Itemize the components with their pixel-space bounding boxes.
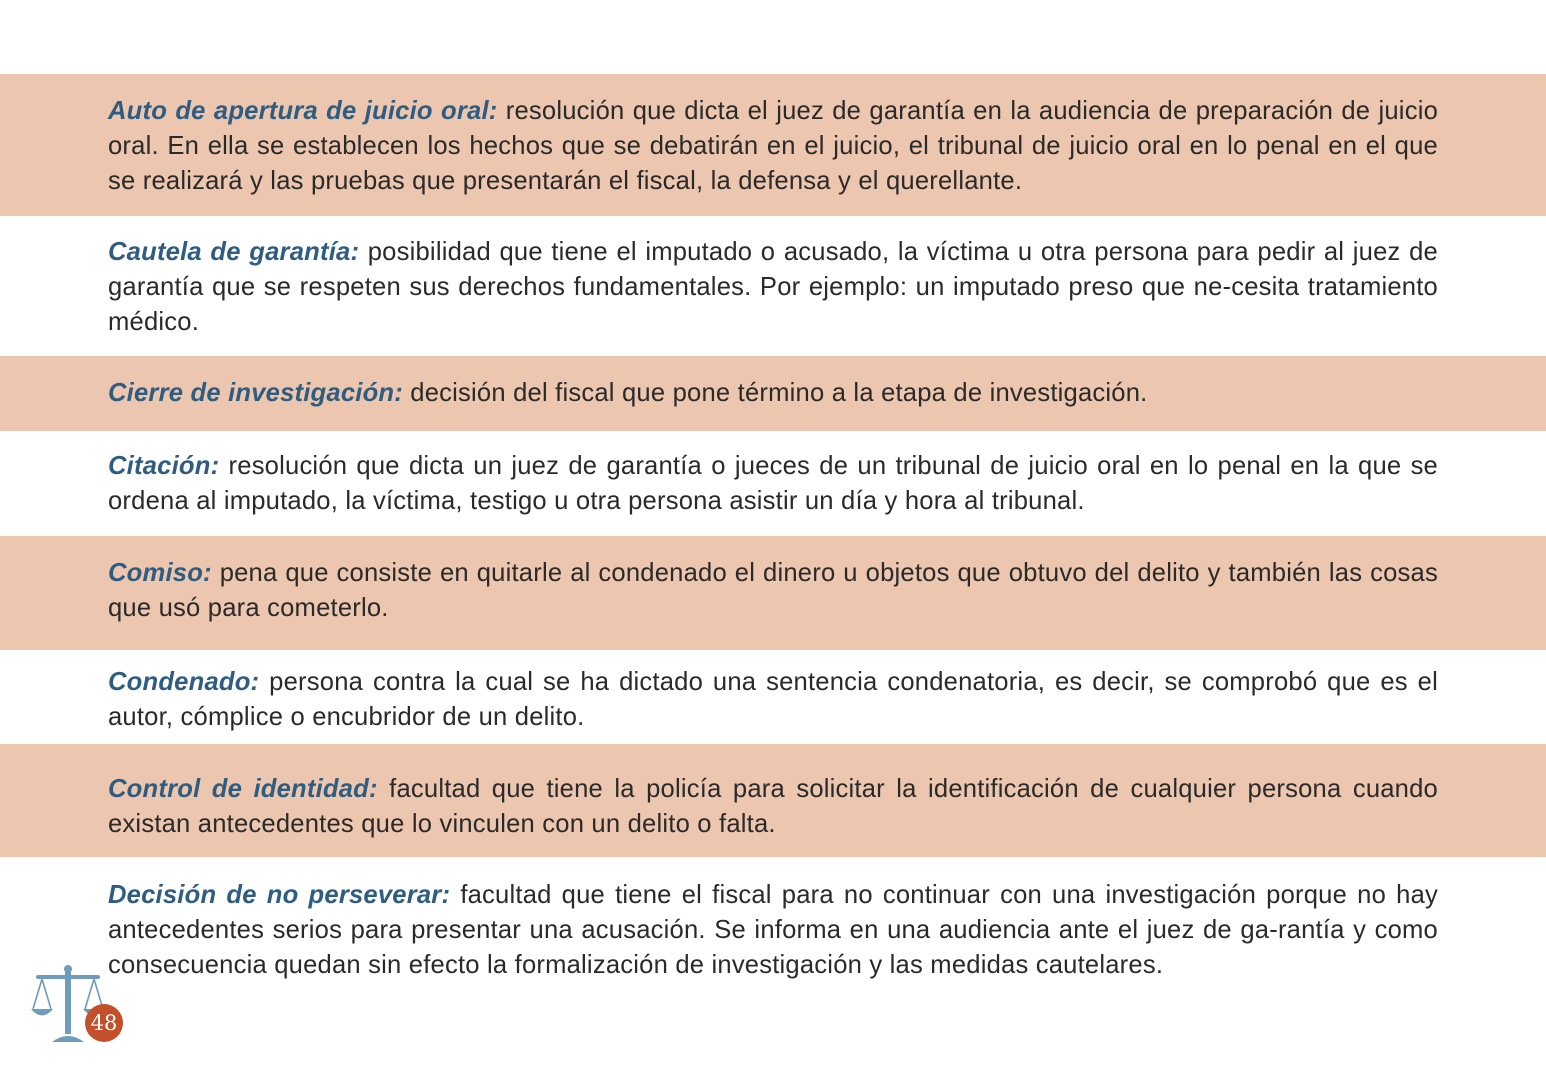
entry-term: Cautela de garantía: — [108, 238, 360, 266]
glossary-entry-decision-de-no-perseverar — [0, 857, 1546, 997]
entry-term: Condenado: — [108, 668, 260, 696]
entry-text — [108, 556, 1438, 626]
entry-text — [108, 772, 1438, 842]
entry-term: Control de identidad: — [108, 775, 378, 803]
entry-definition: persona contra la cual se ha dictado una sentencia condenatoria, es decir, se comprobó que es el autor, cómplice o encubridor de un delito. — [108, 668, 1438, 731]
glossary-entry-citacion — [0, 431, 1546, 536]
entry-definition: resolución que dicta el juez de garantía en la audiencia de preparación de juicio oral. En ella se establecen los hechos que se debatirán en el juicio, el tribunal de juicio oral en lo penal en el que se realizará y las pruebas que presentarán el fiscal, la defensa y el querellante. — [108, 97, 1439, 195]
page-number-badge: 48 — [85, 1004, 123, 1042]
glossary-entry-condenado — [0, 650, 1546, 744]
entry-text — [108, 449, 1438, 519]
entry-term: Cierre de investigación: — [108, 379, 403, 407]
glossary-entry-cautela-de-garantia — [0, 216, 1546, 356]
entry-text — [108, 665, 1438, 735]
entry-term: Citación: — [108, 452, 220, 480]
entry-text — [108, 235, 1438, 340]
entry-text — [108, 878, 1438, 983]
entry-term: Auto de apertura de juicio oral: — [108, 97, 498, 125]
entry-term: Decisión de no perseverar: — [108, 881, 451, 909]
entry-definition: pena que consiste en quitarle al condenado el dinero u objetos que obtuvo del delito y también las cosas que usó para cometerlo. — [108, 559, 1438, 622]
entry-definition: facultad que tiene la policía para solicitar la identificación de cualquier persona cuando existan antecedentes que lo vinculen con un delito o falta. — [108, 775, 1438, 838]
entry-definition: posibilidad que tiene el imputado o acusado, la víctima u otra persona para pedir al juez de garantía que se respeten sus derechos fundamentales. Por ejemplo: un imputado preso que ne-cesita tratamiento médico. — [108, 238, 1438, 336]
entry-text — [108, 94, 1438, 199]
entry-definition: facultad que tiene el fiscal para no continuar con una investigación porque no hay antecedentes serios para presentar una acusación. Se informa en una audiencia ante el juez de ga-rantía y como consecuencia quedan sin efecto la formalización de investigación y las medidas cautelares. — [108, 881, 1438, 979]
entry-definition: resolución que dicta un juez de garantía o jueces de un tribunal de juicio oral en lo penal en la que se ordena al imputado, la víctima, testigo u otra persona asistir un día y hora al tribunal. — [108, 452, 1438, 515]
entry-text — [108, 376, 1438, 411]
glossary-entry-control-de-identidad — [0, 744, 1546, 857]
glossary-entry-cierre-de-investigacion — [0, 356, 1546, 431]
entry-term: Comiso: — [108, 559, 212, 587]
glossary-entry-comiso — [0, 536, 1546, 650]
glossary-entry-auto-de-apertura — [0, 74, 1546, 216]
entry-definition: decisión del fiscal que pone término a la etapa de investigación. — [402, 379, 1148, 407]
